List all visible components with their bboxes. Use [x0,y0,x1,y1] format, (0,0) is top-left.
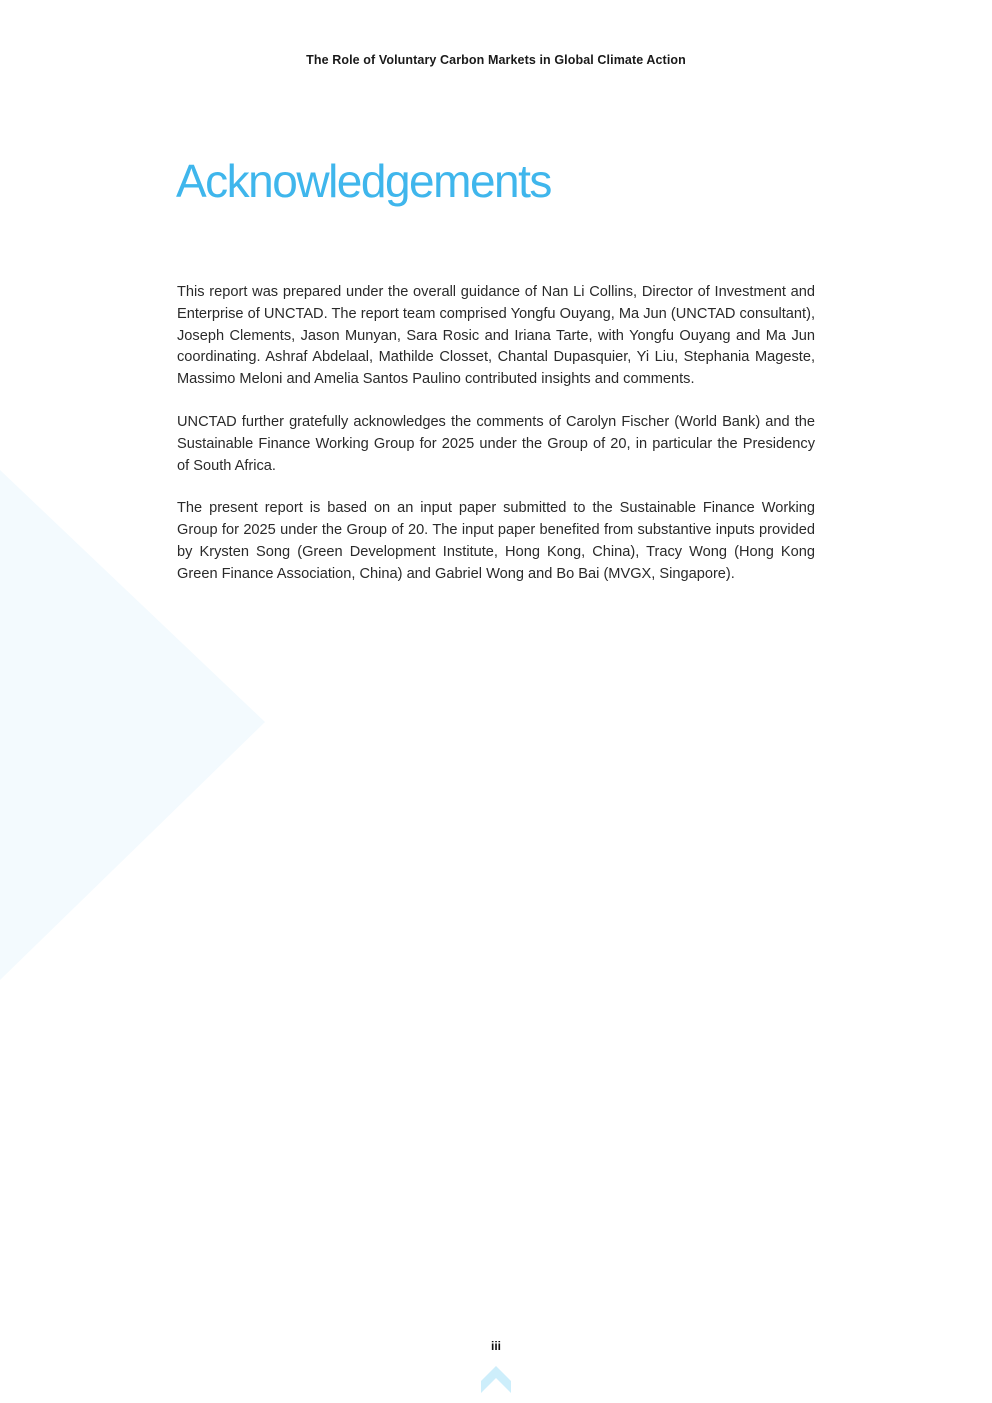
running-header: The Role of Voluntary Carbon Markets in Global Climate Action [306,53,686,67]
paragraph: UNCTAD further gratefully acknowledges the comments of Carolyn Fischer (World Bank) and the Sustainable Finance Working Group for 2025 under the Group of 20, in particular the Presidency of South Africa. [177,413,815,474]
body-text [177,282,815,607]
paragraph: This report was prepared under the overall guidance of Nan Li Collins, Director of Investment and Enterprise of UNCTAD. The report team comprised Yongfu Ouyang, Ma Jun (UNCTAD consultant), Joseph Clements, Jason Munyan, Sara Rosic and Iriana Tarte, with Yongfu Ouyang and Ma Jun coordinating. Ashraf Abdelaal, Mathilde Closset, Chantal Dupasquier, Yi Liu, Stephania Mageste, Massimo Meloni and Amelia Santos Paulino contributed insights and comments. [177,284,815,388]
page-number: iii [490,1339,501,1353]
page-title: Acknowledgements [176,155,551,207]
paragraph: The present report is based on an input paper submitted to the Sustainable Finance Working Group for 2025 under the Group of 20. The input paper benefited from substantive inputs provided by Krysten Song (Green Development Institute, Hong Kong, China), Tracy Wong (Hong Kong Green Finance Association, China) and Gabriel Wong and Bo Bai (MVGX, Singapore). [177,500,815,582]
chevron-up-icon [480,1364,512,1394]
